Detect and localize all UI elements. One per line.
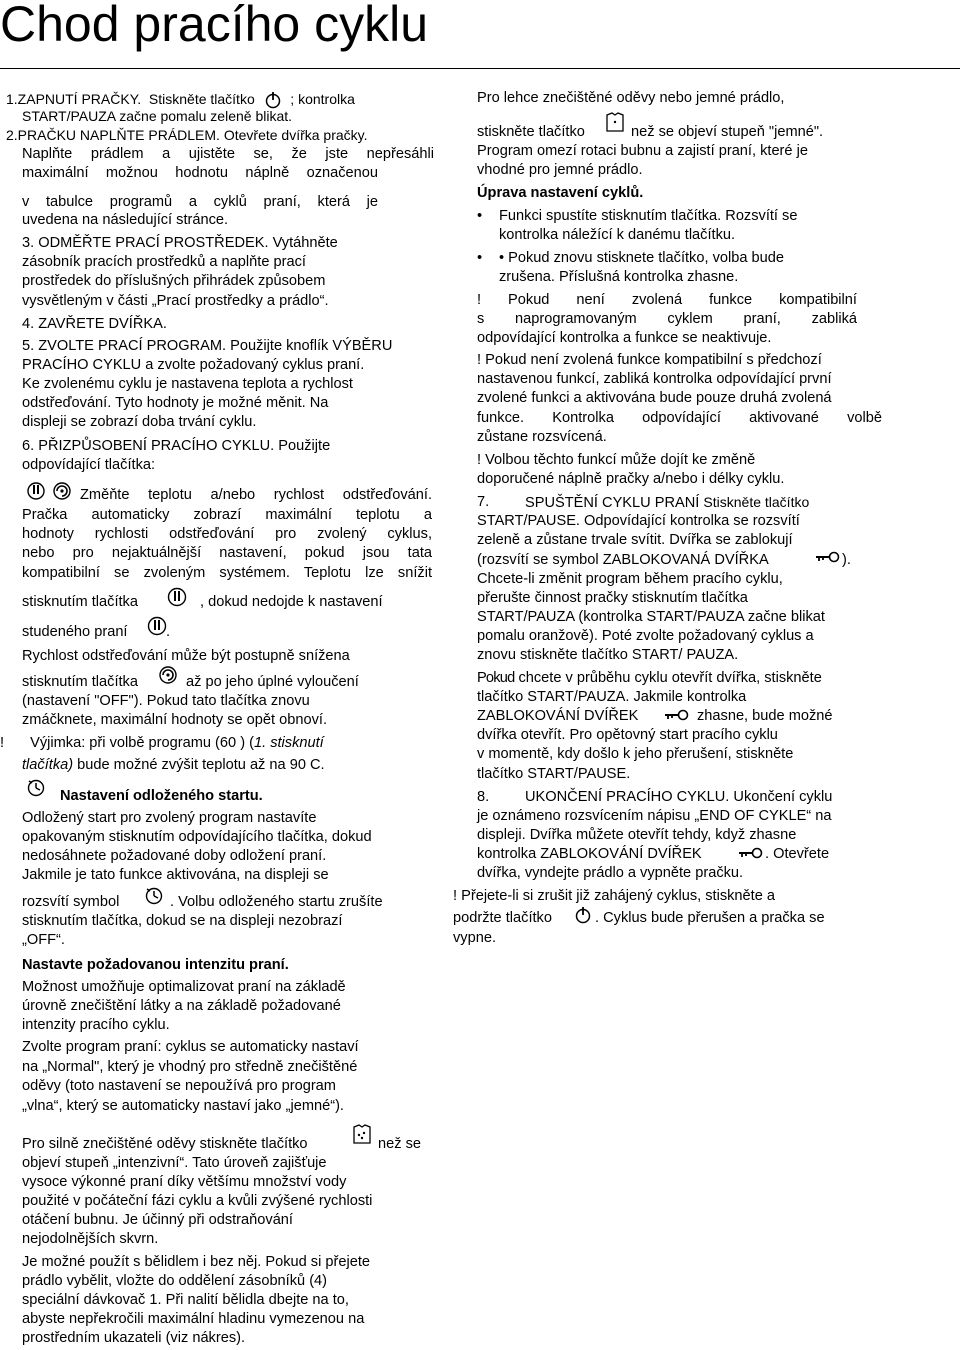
note-3-text-2: doporučené náplně pračky a/nebo i délky cyklu. xyxy=(477,471,785,487)
temp-text-4: nebo pro nejaktuálnější nastavení, pokud jsou tata xyxy=(22,545,432,561)
heavy-text-2: objeví stupeň „intenzivní“. Tato úroveň zajišťuje xyxy=(22,1155,327,1171)
note-1-text-3: odpovídající kontrolka a funkce se neaktivuje. xyxy=(477,330,772,346)
temp-text-2: Pračka automaticky zobrazí maximální teplotu a xyxy=(22,507,432,523)
power-icon xyxy=(573,905,593,925)
temp-text-6b: , dokud nedojde k nastavení xyxy=(200,594,383,610)
step-5-heading: 5. ZVOLTE PRACÍ PROGRAM. Použijte knoflík VÝBĚRU xyxy=(22,338,393,354)
intensity-text-7: „vlna“, který se automaticky nastaví jako „jemné“). xyxy=(22,1098,344,1114)
temperature-button-icon xyxy=(166,586,188,608)
door-lock-key-icon xyxy=(814,550,840,564)
cancel-text-2a: podržte tlačítko xyxy=(453,910,552,926)
step-3-text-1: zásobník pracích prostředků a naplňte prací xyxy=(22,254,306,270)
note-2-text-1: ! Pokud není zvolená funkce kompatibilní s předchozí xyxy=(477,352,822,368)
step-4-heading: 4. ZAVŘETE DVÍŘKA. xyxy=(22,316,167,332)
step-3-text-2: prostředek do příslušných přihrádek způsobem xyxy=(22,273,326,289)
step-8-heading: UKONČENÍ PRACÍHO CYKLU. Ukončení cyklu xyxy=(525,789,833,805)
bullet-1-text-1: Funkci spustíte stisknutím tlačítka. Rozsvítí se xyxy=(499,208,798,224)
bullet-2-mark: • xyxy=(477,250,483,266)
step-7-text-2: START/PAUSE. Odpovídající kontrolka se rozsvítí xyxy=(477,513,800,529)
spin-button-icon xyxy=(158,665,178,685)
bleach-text-2: prádlo vybělit, vložte do oddělení zásobníků (4) xyxy=(22,1273,328,1289)
step-7-number: 7. xyxy=(477,494,490,510)
heavy-text-6: nejodolnějších skvrn. xyxy=(22,1231,159,1247)
step-5-text-3: odstřeďování. Tyto hodnoty je možné měnit. Na xyxy=(22,395,329,411)
step-5-text-4: displeji se zobrazí doba trvání cyklu. xyxy=(22,414,257,430)
delay-heading: Nastavení odloženého startu. xyxy=(60,788,263,804)
heavy-text-1b: než se xyxy=(378,1136,421,1152)
cancel-text-3: vypne. xyxy=(453,930,496,946)
cold-wash-icon xyxy=(146,615,168,637)
gentle-garment-icon xyxy=(603,110,627,134)
step-7-text-4b: ). xyxy=(842,552,851,568)
step-7-text-3: zeleně a zůstane trvale svítit. Dvířka se zablokují xyxy=(477,532,793,548)
intensity-heading: Nastavte požadovanou intenzitu praní. xyxy=(22,957,289,973)
bullet-1-text-2: kontrolka náležící k danému tlačítku. xyxy=(499,227,736,243)
step-7-text-6: přerušte činnost pračky stisknutím tlačítka xyxy=(477,590,748,606)
step-5-text-1: PRACÍHO CYKLU a zvolte požadovaný cyklus praní. xyxy=(22,357,365,373)
step-7-text-12a: ZABLOKOVÁNÍ DVÍŘEK xyxy=(477,708,639,724)
spin-text-3: (nastavení "OFF"). Pokud tato tlačítka znovu xyxy=(22,693,310,709)
step-3-heading: 3. ODMĚŘTE PRACÍ PROSTŘEDEK. Vytáhněte xyxy=(22,235,338,251)
bleach-text-5: prostředním ukazateli (viz nákres). xyxy=(22,1330,246,1346)
gentle-text-4: vhodné pro jemné prádlo. xyxy=(477,162,643,178)
intensity-text-6: oděvy (toto nastavení se nepoužívá pro program xyxy=(22,1078,336,1094)
exception-line-1: Výjimka: při volbě programu (60 ) (1. stisknutí xyxy=(30,735,324,751)
spin-text-2b: až po jeho úplné vyloučení xyxy=(186,674,359,690)
intensity-text-1: Možnost umožňuje optimalizovat praní na základě xyxy=(22,979,346,995)
note-2-text-5: zůstane rozsvícená. xyxy=(477,429,607,445)
note-2-text-2: nastavenou funkcí, zabliká kontrolka odpovídající první xyxy=(477,371,832,387)
intensity-text-5: na „Normal", který je vhodný pro středně znečištěné xyxy=(22,1059,358,1075)
delay-text-5b: . Volbu odloženého startu zrušíte xyxy=(170,894,383,910)
title-divider xyxy=(0,68,960,69)
gentle-text-1: Pro lehce znečištěné oděvy nebo jemné prádlo, xyxy=(477,90,785,106)
step-7-heading: SPUŠTĚNÍ CYKLU PRANÍ Stiskněte tlačítko xyxy=(525,494,810,511)
step-2-text-4: uvedena na následující stránce. xyxy=(22,212,229,228)
step-7-text-11: tlačítko START/PAUZA. Jakmile kontrolka xyxy=(477,689,747,705)
delay-symbol-icon xyxy=(142,886,166,906)
spin-text-1: Rychlost odstřeďování může být postupně snížena xyxy=(22,648,350,664)
step-7-text-7: START/PAUZA (kontrolka START/PAUZA začne blikat xyxy=(477,609,825,625)
cancel-text-2b: . Cyklus bude přerušen a pračka se xyxy=(595,910,825,926)
page-title: Chod pracího cyklu xyxy=(0,0,429,52)
heavy-text-3: vysoce výkonné praní díky většímu množství vody xyxy=(22,1174,347,1190)
temperature-spin-icons xyxy=(26,480,74,502)
note-3-text-1: ! Volbou těchto funkcí může dojít ke změně xyxy=(477,452,756,468)
step-1-line-2: START/PAUZA začne pomalu zeleně blikat. xyxy=(22,108,293,124)
delay-text-6: stisknutím tlačítka, dokud se na displeji nezobrazí xyxy=(22,913,343,929)
exception-mark: ! xyxy=(0,735,5,751)
bullet-2-text-2: zrušena. Příslušná kontrolka zhasne. xyxy=(499,269,739,285)
step-2-heading: 2.PRAČKU NAPLŇTE PRÁDLEM. Otevřete dvířka pračky. xyxy=(6,127,368,143)
heavy-text-5: otáčení bubnu. Je účinný při odstraňování xyxy=(22,1212,293,1228)
step-8-text-4b: . Otevřete xyxy=(765,846,830,862)
intensity-text-4: Zvolte program praní: cyklus se automaticky nastaví xyxy=(22,1039,359,1055)
temp-text-6a: stisknutím tlačítka xyxy=(22,594,138,610)
intensity-text-3: intenzity pracího cyklu. xyxy=(22,1017,170,1033)
step-8-text-4a: kontrolka ZABLOKOVÁNÍ DVÍŘEK xyxy=(477,846,702,862)
temp-text-3: hodnoty rychlosti odstřeďování pro zvolený cyklus, xyxy=(22,526,432,542)
door-lock-key-icon xyxy=(663,708,689,722)
step-7-text-12b: zhasne, bude možné xyxy=(697,708,833,724)
spin-text-2a: stisknutím tlačítka xyxy=(22,674,138,690)
step-6-heading: 6. PŘIZPŮSOBENÍ PRACÍHO CYKLU. Použijte xyxy=(22,438,331,454)
temp-text-7: studeného praní xyxy=(22,624,128,640)
temp-text-5: kompatibilní se zvoleným systémem. Teplotu lze snížit xyxy=(22,565,432,581)
delay-text-5a: rozsvítí symbol xyxy=(22,894,120,910)
step-8-text-2: je oznámeno rozsvícením nápisu „END OF CYKLE“ na xyxy=(477,808,832,824)
bullet-2-text-1: • Pokud znovu stisknete tlačítko, volba bude xyxy=(499,250,784,266)
step-7-text-9: znovu stiskněte tlačítko START/ PAUZA. xyxy=(477,647,739,663)
step-2-text-3: v tabulce programů a cyklů praní, která je xyxy=(22,194,378,210)
step-1-line-1: 1.ZAPNUTÍ PRAČKY. Stiskněte tlačítko ; kontrolka xyxy=(6,90,355,110)
step-5-text-2: Ke zvolenému cyklu je nastavena teplota a rychlost xyxy=(22,376,353,392)
note-1-text-2: s naprogramovaným cyklem praní, zabliká xyxy=(477,311,857,327)
step-7-text-5: Chcete-li změnit program během pracího cyklu, xyxy=(477,571,783,587)
delay-text-2: opakovaným stisknutím odpovídajícího tlačítka, dokud xyxy=(22,829,372,845)
cancel-text-1: ! Přejete-li si zrušit již zahájený cyklus, stiskněte a xyxy=(453,888,775,904)
step-7-text-4a: (rozsvítí se symbol ZABLOKOVANÁ DVÍŘKA xyxy=(477,552,769,568)
gentle-text-2a: stiskněte tlačítko xyxy=(477,124,585,140)
modify-heading: Úprava nastavení cyklů. xyxy=(477,185,644,201)
gentle-text-3: Program omezí rotaci bubnu a zajistí praní, které je xyxy=(477,143,808,159)
step-7-text-13: dvířka otevřít. Pro opětovný start pracího cyklu xyxy=(477,727,778,743)
step-7-text-8: pomalu oranžově). Poté zvolte požadovaný cyklus a xyxy=(477,628,814,644)
bullet-1-mark: • xyxy=(477,208,483,224)
delay-timer-icon xyxy=(24,778,48,798)
spin-text-4: zmáčknete, maximální hodnoty se opět obnoví. xyxy=(22,712,328,728)
bleach-text-1: Je možné použít s bělidlem i bez něj. Pokud si přejete xyxy=(22,1254,371,1270)
gentle-text-2b: než se objeví stupeň "jemné". xyxy=(631,124,824,140)
delay-text-4: Jakmile je tato funkce aktivována, na displeji se xyxy=(22,867,329,883)
note-2-text-4: funkce. Kontrolka odpovídající aktivované volbě xyxy=(477,410,882,426)
step-7-text-10: Pokud chcete v průběhu cyklu otevřít dvířka, stiskněte xyxy=(477,670,822,686)
door-lock-key-icon xyxy=(737,846,763,860)
note-2-text-3: zvolené funkci a aktivována bude pouze druhá zvolená xyxy=(477,390,832,406)
step-7-text-15: tlačítko START/PAUSE. xyxy=(477,766,631,782)
step-8-number: 8. xyxy=(477,789,490,805)
step-2-text-2: maximální možnou hodnotu náplně označenou xyxy=(22,165,378,181)
heavy-text-1a: Pro silně znečištěné oděvy stiskněte tlačítko xyxy=(22,1136,308,1152)
delay-text-1: Odložený start pro zvolený program nastavíte xyxy=(22,810,317,826)
step-3-text-3: vysvětleným v části „Prací prostředky a prádlo“. xyxy=(22,293,329,309)
heavy-text-4: použité v počáteční fázi cyklu a kvůli zvýšené rychlosti xyxy=(22,1193,373,1209)
step-7-text-14: v momentě, kdy došlo k jeho přerušení, stiskněte xyxy=(477,746,794,762)
exception-line-2: tlačítka) bude možné zvýšit teplotu až na 90 C. xyxy=(22,757,325,773)
temp-text-7b: . xyxy=(166,624,171,640)
delay-text-7: „OFF“. xyxy=(22,932,65,948)
bleach-text-3: speciální dávkovač 1. Při nalití bělidla dbejte na to, xyxy=(22,1292,349,1308)
intensity-text-2: úrovně znečištění látky a na základě požadované xyxy=(22,998,341,1014)
step-2-text-1: Naplňte prádlem a ujistěte se, že jste nepřesáhli xyxy=(22,146,434,162)
step-6-text-1: odpovídající tlačítka: xyxy=(22,457,156,473)
note-1-text-1: ! Pokud není zvolená funkce kompatibilní xyxy=(477,292,857,308)
intensive-garment-icon xyxy=(350,1122,374,1146)
step-8-text-3: displeji. Dvířka můžete otevřít tehdy, když zhasne xyxy=(477,827,797,843)
step-8-text-5: dvířka, vyndejte prádlo a vypněte pračku. xyxy=(477,865,744,881)
bleach-text-4: abyste nepřekročili maximální hladinu vymezenou na xyxy=(22,1311,365,1327)
delay-text-3: nedosáhnete požadované doby odložení praní. xyxy=(22,848,327,864)
temp-text-1: Změňte teplotu a/nebo rychlost odstřeďování. xyxy=(80,487,432,503)
